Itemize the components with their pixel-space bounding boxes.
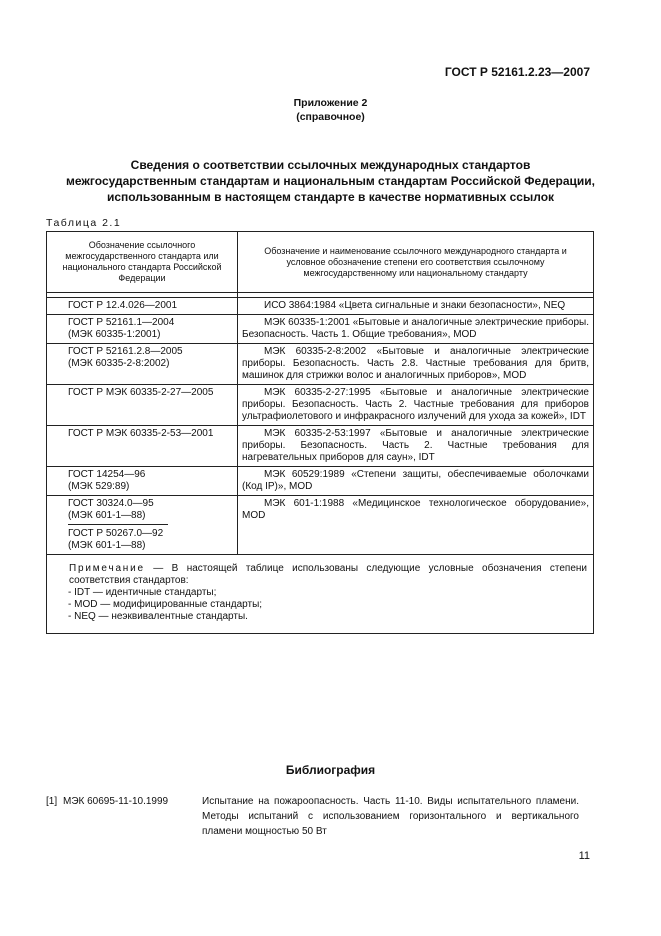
standard-designation: ГОСТ Р 52161.1—2004 [68,317,175,328]
note-intro [69,563,587,587]
annex-type: (справочное) [296,111,365,123]
annex-title [0,96,661,124]
bibliography-title: Библиография [285,763,376,777]
national-standard-cell [47,467,238,496]
correspondence-table [46,231,594,634]
standard-designation: ГОСТ Р 50267.0—92 [68,528,164,539]
national-standard-cell [47,315,238,344]
standard-equivalent: (МЭК 601-1—88) [68,540,146,551]
table-row [47,315,594,344]
note-list-item: - NEQ — неэквивалентные стандарты. [68,611,248,622]
note-list-item: - MOD — модифицированные стандарты; [68,599,263,610]
page-number: 11 [578,850,590,862]
national-standard-cell [47,426,238,467]
table-note [47,555,594,634]
bibliography-code: МЭК 60695-11-10.1999 [63,796,169,807]
heading-line: межгосударственным стандартам и национальным стандартам Российской Федерации, [66,174,595,188]
standard-designation: ГОСТ 14254—96 [68,469,146,480]
international-standard-cell: МЭК 601-1:1988 «Медицинское технологическое оборудование», MOD [238,496,594,555]
note-list-item: - IDT — идентичные стандарты; [68,587,217,598]
note-text: — В настоящей таблице использованы следующие условные обозначения степени соответствия стандартов: [69,563,588,586]
standard-equivalent: (МЭК 529:89) [68,481,130,492]
international-standard-cell: ИСО 3864:1984 «Цвета сигнальные и знаки безопасности», NEQ [238,298,594,315]
standard-equivalent: (МЭК 601-1—88) [68,510,146,521]
international-standard-cell: МЭК 60335-2-27:1995 «Бытовые и аналогичные электрические приборы. Безопасность. Часть 2. Частные требования для приборов ультрафиолетового и инфракрасного излучений для ухода за кожей», IDT [238,385,594,426]
heading-line: использованным в настоящем стандарте в качестве нормативных ссылок [106,190,555,204]
international-standard-cell: МЭК 60529:1989 «Степени защиты, обеспечиваемые оболочками (Код IP)», MOD [238,467,594,496]
table-row [47,496,594,555]
annex-number: Приложение 2 [293,97,368,109]
table-row [47,344,594,385]
national-standard-cell [47,344,238,385]
standard-designation: ГОСТ Р 12.4.026—2001 [68,300,178,311]
standard-designation: ГОСТ Р МЭК 60335-2-27—2005 [68,387,214,398]
international-standard-cell: МЭК 60335-1:2001 «Бытовые и аналогичные электрические приборы. Безопасность. Часть 1. Общие требования», MOD [238,315,594,344]
table-label: Таблица 2.1 [46,217,122,229]
column-header-national-standard: Обозначение ссылочного межгосударственного стандарта или национального стандарта Российской Федерации [47,232,238,293]
national-standard-cell [47,298,238,315]
national-standard-cell [47,385,238,426]
standard-equivalent: (МЭК 60335-2-8:2002) [68,358,170,369]
standard-designation: ГОСТ Р МЭК 60335-2-53—2001 [68,428,214,439]
bibliography-number: [1] [46,796,58,807]
standard-group-b [68,528,233,552]
standard-designation: ГОСТ 30324.0—95 [68,498,154,509]
international-standard-cell: МЭК 60335-2-53:1997 «Бытовые и аналогичные электрические приборы. Безопасность. Часть 2. Частные требования для нагревательных приборов для саун», IDT [238,426,594,467]
note-label: Примечание [69,563,145,574]
table-row [47,385,594,426]
section-heading [60,157,601,205]
table-row [47,426,594,467]
international-standard-cell: МЭК 60335-2-8:2002 «Бытовые и аналогичные электрические приборы. Безопасность. Часть 2.8. Частные требования для бритв, машинок для стрижки волос и аналогичных приборов», MOD [238,344,594,385]
column-header-international-standard: Обозначение и наименование ссылочного международного стандарта и условное обозначение степени его соответствия ссылочному межгосударственному или национальному стандарту [238,232,594,293]
national-standard-cell [47,496,238,555]
standard-equivalent: (МЭК 60335-1:2001) [68,329,161,340]
table-note-row [47,555,594,634]
table-header-row [47,232,594,293]
table-row [47,298,594,315]
standard-designation: ГОСТ Р 52161.2.8—2005 [68,346,183,357]
table-row [47,467,594,496]
document-code: ГОСТ Р 52161.2.23—2007 [444,65,590,79]
standard-group-a [68,498,168,525]
bibliography-text: Испытание на пожароопасность. Часть 11-10. Виды испытательного пламени. Методы испытаний с использованием горизонтального и вертикального пламени мощностью 50 Вт [202,796,579,837]
heading-line: Сведения о соответствии ссылочных международных стандартов [130,158,531,172]
